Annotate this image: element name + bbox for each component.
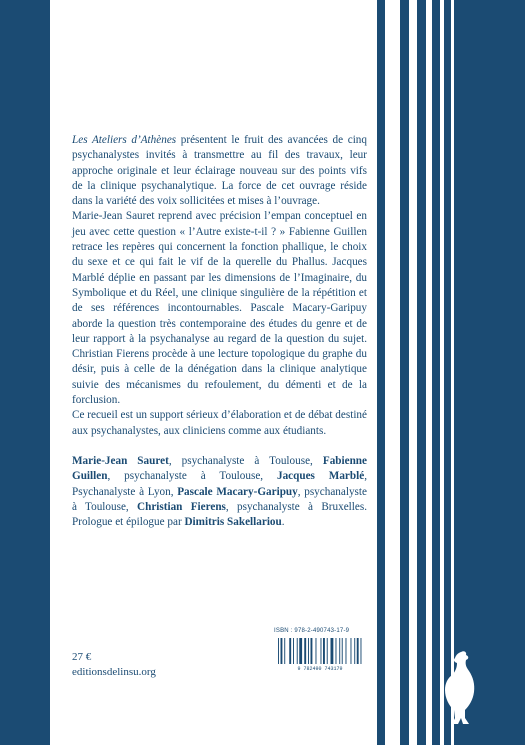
stripe-2 [409, 0, 417, 745]
series-title: Les Ateliers d’Athènes [72, 134, 177, 146]
author-name: Christian Fierens [137, 500, 226, 513]
author-name: Jacques Marblé [276, 470, 365, 483]
closing-paragraph: Ce recueil est un support sérieux d’élaboration et de débat destiné aux psychanalystes, aux cliniciens comme aux étudiants. [72, 409, 367, 437]
rooster-silhouette-icon [441, 650, 477, 726]
publisher-website[interactable]: editionsdelinsu.org [72, 666, 156, 678]
author-name: Marie-Jean Sauret [72, 454, 169, 467]
stripe-5 [451, 0, 454, 745]
prologue-author: Dimitris Sakellariou [184, 516, 282, 529]
isbn-label: ISBN : 978-2-490743-17-9 [274, 628, 350, 634]
summary-paragraph: Marie-Jean Sauret reprend avec précision l’empan conceptuel en jeu avec cette question « l’Autre existe-t-il ? » Fabienne Guillen retrace les repères qui concernent la fonction phallique, le choix du sexe et ce qui fait le vif de la querelle du Phallus. Jacques Marblé déplie en passant par les dimensions de l’Imaginaire, du Symbolique et du Réel, une clinique singulière de la répétition et de ses références incontournables. Pascale Macary-Garipuy aborde la question très contemporaine des études du genre et de leur rapport à la psychanalyse au regard de la question du sujet. Christian Fierens procède à une lecture topologique du graphe du désir, puis à celle de la dénégation dans la clinique analytique suivie des mécanismes du refoulement, du démenti et de la forclusion. [72, 210, 367, 407]
barcode [274, 637, 366, 671]
author-name: Fabienne Guillen [72, 454, 367, 483]
prologue-text: Prologue et épilogue par [72, 516, 185, 529]
author-name: Pascale Macary-Garipuy [177, 485, 298, 498]
author-description: , psychanalyste à Bruxelles. [225, 500, 367, 513]
price: 27 € [72, 651, 92, 663]
prologue-end: . [281, 516, 285, 529]
author-description: , psychanalyste à Toulouse, [72, 485, 367, 513]
stripe-4 [440, 0, 444, 745]
author-description: , psychanalyste à Toulouse, [107, 470, 277, 483]
blurb [72, 133, 367, 530]
author-description: , Psychanalyste à Lyon, [72, 470, 367, 498]
intro-lead: présentent le fruit des avancées de cinq psychanalystes invités à transmettre au fil des travaux, leur approche originale et leur éclairage nouveau sur des points vifs de la clinique psychanalytique. La force de cet ouvrage réside dans la variété des voix sollicitées et mises à l’ouvrage. [72, 134, 367, 208]
author-description: , psychanalyste à Toulouse, [168, 454, 323, 467]
authors-paragraph [72, 454, 367, 530]
barcode-digits: 9 782490 743179 [297, 666, 343, 671]
intro-paragraph [72, 133, 367, 209]
stripe-3 [426, 0, 432, 745]
stripe-1 [385, 0, 400, 745]
authors-list [72, 455, 367, 513]
